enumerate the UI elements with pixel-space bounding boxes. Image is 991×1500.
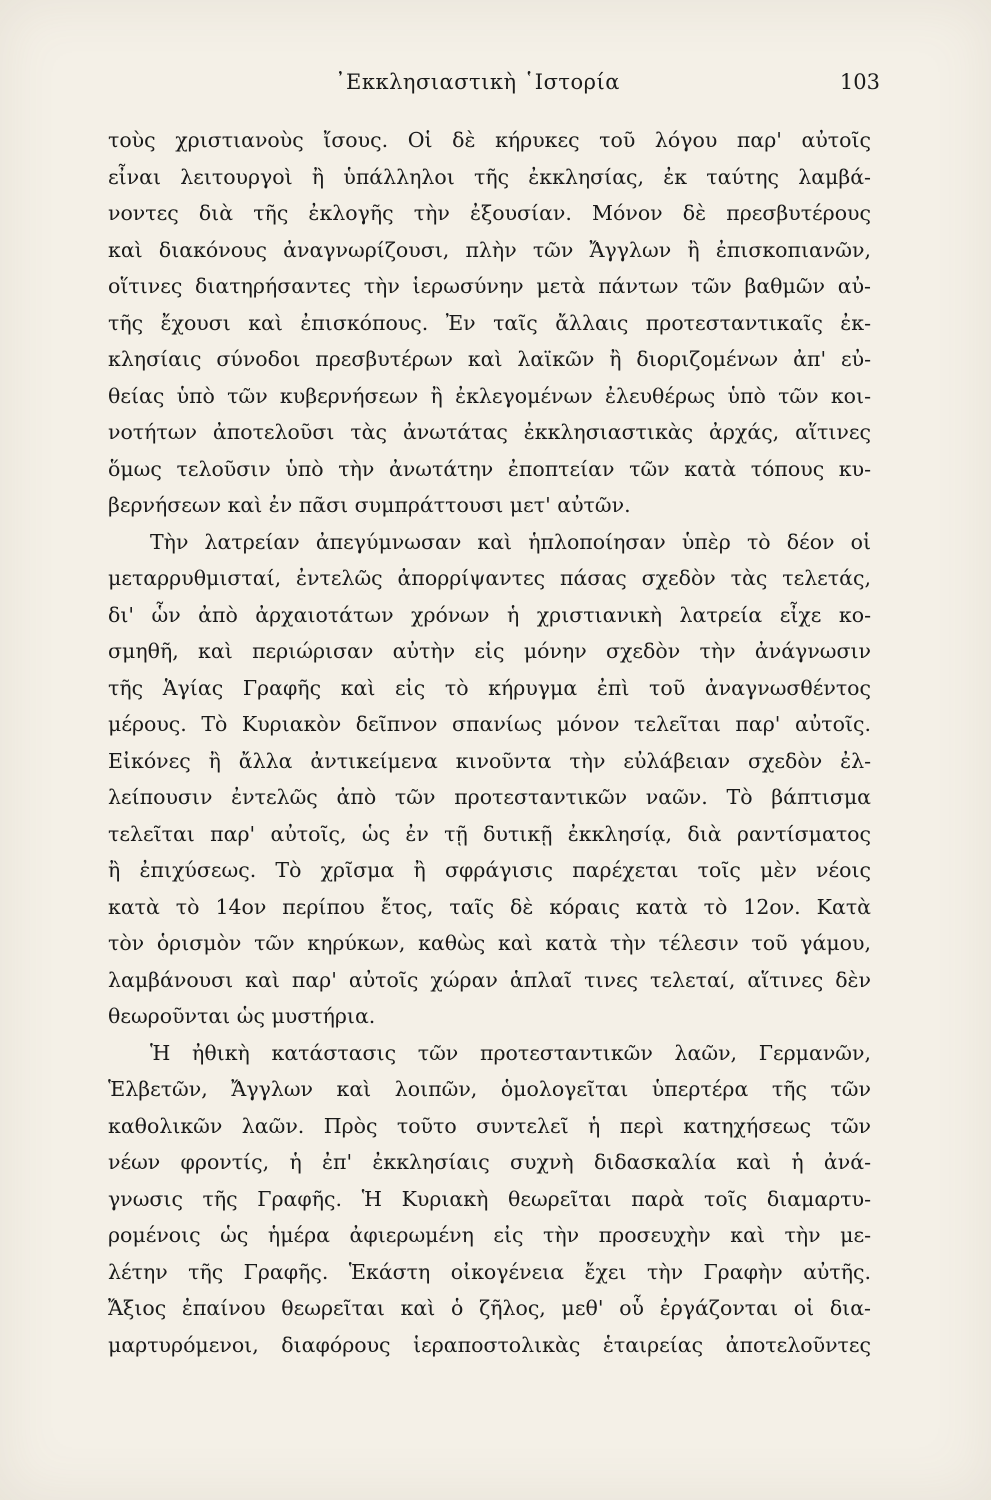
page-header: [100, 70, 880, 102]
page-number: 103: [839, 70, 880, 94]
text-line: μεταρρυθμισταί, ἐντελῶς ἀπορρίψαντες πάσας σχεδὸν τὰς τελετάς,: [108, 566, 871, 590]
text-line: καθολικῶν λαῶν. Πρὸς τοῦτο συντελεῖ ἡ περὶ κατηχήσεως τῶν: [108, 1113, 871, 1138]
text-line: Ἑλβετῶν, Ἄγγλων καὶ λοιπῶν, ὁμολογεῖται ὑπερτέρα τῆς τῶν: [108, 1077, 871, 1101]
text-line: τὸν ὁρισμὸν τῶν κηρύκων, καθὼς καὶ κατὰ τὴν τέλεσιν τοῦ γάμου,: [108, 931, 871, 955]
text-line: τῆς ἔχουσι καὶ ἐπισκόπους. Ἐν ταῖς ἄλλαις προτεσταντικαῖς ἐκ-: [108, 310, 871, 335]
body-text: [108, 122, 871, 1363]
text-line: τελεῖται παρ' αὐτοῖς, ὡς ἐν τῇ δυτικῇ ἐκκλησίᾳ, διὰ ραντίσματος: [108, 821, 871, 846]
text-line: Εἰκόνες ἢ ἄλλα ἀντικείμενα κινοῦντα τὴν εὐλάβειαν σχεδὸν ἐλ-: [108, 748, 871, 773]
text-line: λαμβάνουσι καὶ παρ' αὐτοῖς χώραν ἁπλαῖ τινες τελεταί, αἵτινες δὲν: [108, 967, 871, 992]
text-line: ρομένοις ὡς ἡμέρα ἀφιερωμένη εἰς τὴν προσευχὴν καὶ τὴν με-: [108, 1223, 871, 1247]
text-line: νοντες διὰ τῆς ἐκλογῆς τὴν ἐξουσίαν. Μόνον δὲ πρεσβυτέρους: [108, 201, 871, 225]
text-line: δι' ὧν ἀπὸ ἀρχαιοτάτων χρόνων ἡ χριστιανικὴ λατρεία εἶχε κο-: [108, 602, 871, 627]
text-line: Ἡ ἠθικὴ κατάστασις τῶν προτεσταντικῶν λαῶν, Γερμανῶν,: [150, 1040, 871, 1065]
text-line: οἵτινες διατηρήσαντες τὴν ἱερωσύνην μετὰ πάντων τῶν βαθμῶν αὐ-: [108, 274, 871, 298]
text-line: ἢ ἐπιχύσεως. Τὸ χρῖσμα ἢ σφράγισις παρέχεται τοῖς μὲν νέοις: [108, 858, 871, 882]
text-line: νοτήτων ἀποτελοῦσι τὰς ἀνωτάτας ἐκκλησιαστικὰς ἀρχάς, αἵτινες: [108, 420, 871, 444]
text-line: Τὴν λατρείαν ἀπεγύμνωσαν καὶ ἡπλοποίησαν ὑπὲρ τὸ δέον οἱ: [150, 529, 871, 554]
running-title: ᾿Εκκλησιαστικὴ ῾Ιστορία: [335, 70, 620, 94]
text-line: μέρους. Τὸ Κυριακὸν δεῖπνον σπανίως μόνον τελεῖται παρ' αὐτοῖς.: [108, 712, 871, 736]
text-line: κατὰ τὸ 14ον περίπου ἔτος, ταῖς δὲ κόραις κατὰ τὸ 12ον. Κατὰ: [108, 894, 871, 919]
text-line: νέων φροντίς, ἡ ἐπ' ἐκκλησίαις συχνὴ διδασκαλία καὶ ἡ ἀνά-: [108, 1150, 871, 1174]
text-line: εἶναι λειτουργοὶ ἢ ὑπάλληλοι τῆς ἐκκλησίας, ἐκ ταύτης λαμβά-: [108, 164, 871, 189]
text-line: γνωσις τῆς Γραφῆς. Ἡ Κυριακὴ θεωρεῖται παρὰ τοῖς διαμαρτυ-: [108, 1186, 871, 1211]
text-line: λείπουσιν ἐντελῶς ἀπὸ τῶν προτεσταντικῶν ναῶν. Τὸ βάπτισμα: [108, 785, 871, 809]
text-line: λέτην τῆς Γραφῆς. Ἑκάστη οἰκογένεια ἔχει τὴν Γραφὴν αὐτῆς.: [108, 1259, 871, 1284]
text-line: σμηθῆ, καὶ περιώρισαν αὐτὴν εἰς μόνην σχεδὸν τὴν ἀνάγνωσιν: [108, 639, 871, 663]
text-line: τοὺς χριστιανοὺς ἴσους. Οἱ δὲ κήρυκες τοῦ λόγου παρ' αὐτοῖς: [108, 128, 871, 152]
text-line: θεωροῦνται ὡς μυστήρια.: [108, 1004, 376, 1028]
text-line: τῆς Ἁγίας Γραφῆς καὶ εἰς τὸ κήρυγμα ἐπὶ τοῦ ἀναγνωσθέντος: [108, 675, 871, 700]
text-line: Ἄξιος ἐπαίνου θεωρεῖται καὶ ὁ ζῆλος, μεθ' οὗ ἐργάζονται οἱ δια-: [108, 1296, 871, 1320]
text-line: θείας ὑπὸ τῶν κυβερνήσεων ἢ ἐκλεγομένων ἐλευθέρως ὑπὸ τῶν κοι-: [108, 383, 871, 408]
text-line: μαρτυρόμενοι, διαφόρους ἱεραποστολικὰς ἑταιρείας ἀποτελοῦντες: [108, 1332, 871, 1357]
text-line: κλησίαις σύνοδοι πρεσβυτέρων καὶ λαϊκῶν ἢ διοριζομένων ἀπ' εὐ-: [108, 347, 871, 371]
text-line: καὶ διακόνους ἀναγνωρίζουσι, πλὴν τῶν Ἄγγλων ἢ ἐπισκοπιανῶν,: [108, 237, 871, 262]
text-line: βερνήσεων καὶ ἐν πᾶσι συμπράττουσι μετ' αὐτῶν.: [108, 493, 631, 517]
text-line: ὅμως τελοῦσιν ὑπὸ τὴν ἀνωτάτην ἐποπτείαν τῶν κατὰ τόπους κυ-: [108, 456, 871, 481]
